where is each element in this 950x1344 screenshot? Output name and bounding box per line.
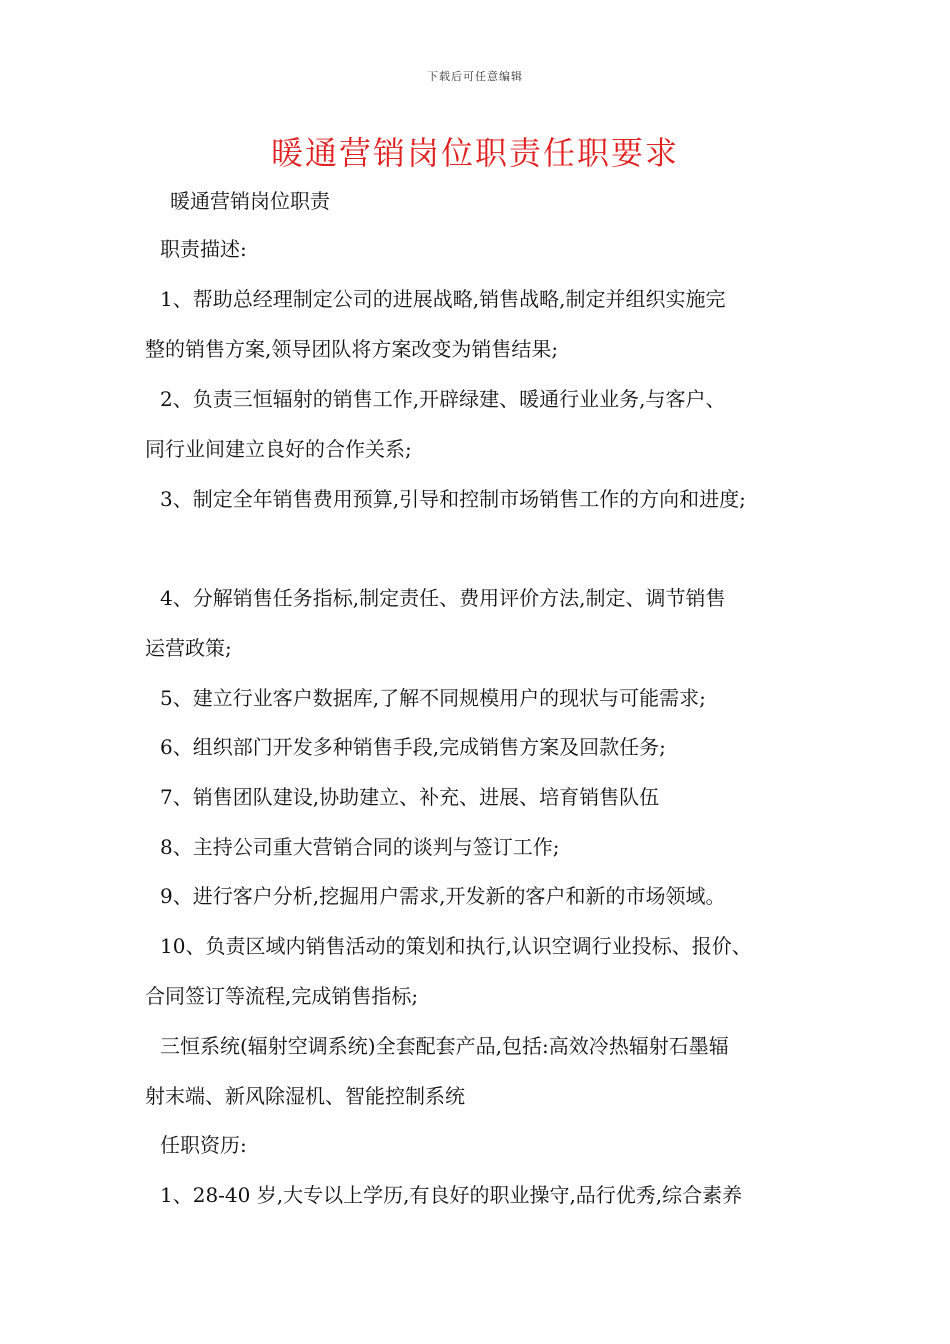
duty-item-2-line-2: 同行业间建立良好的合作关系; — [145, 437, 412, 461]
duty-item-10-line-1: 10、负责区域内销售活动的策划和执行,认识空调行业投标、报价、 — [160, 934, 752, 958]
duty-item-5: 5、建立行业客户数据库,了解不同规模用户的现状与可能需求; — [160, 686, 706, 710]
header-note: 下载后可任意编辑 — [427, 70, 523, 83]
product-note-line-1: 三恒系统(辐射空调系统)全套配套产品,包括:高效冷热辐射石墨辐 — [160, 1034, 729, 1058]
duty-item-4-line-2: 运营政策; — [145, 636, 232, 660]
duty-item-7: 7、销售团队建设,协助建立、补充、进展、培育销售队伍 — [160, 785, 660, 809]
duty-item-9: 9、进行客户分析,挖掘用户需求,开发新的客户和新的市场领域。 — [160, 884, 726, 908]
document-title: 暖通营销岗位职责任职要求 — [270, 134, 679, 172]
duty-item-4-line-1: 4、分解销售任务指标,制定责任、费用评价方法,制定、调节销售 — [160, 586, 726, 610]
duty-item-10-line-2: 合同签订等流程,完成销售指标; — [145, 984, 419, 1008]
duty-item-6: 6、组织部门开发多种销售手段,完成销售方案及回款任务; — [160, 735, 666, 759]
duty-item-3: 3、制定全年销售费用预算,引导和控制市场销售工作的方向和进度; — [160, 487, 746, 511]
duty-item-1-line-1: 1、帮助总经理制定公司的进展战略,销售战略,制定并组织实施完 — [160, 287, 726, 311]
subsection-heading: 职责描述: — [160, 237, 247, 261]
product-note-line-2: 射末端、新风除湿机、智能控制系统 — [145, 1084, 465, 1108]
duty-item-1-line-2: 整的销售方案,领导团队将方案改变为销售结果; — [145, 337, 559, 361]
section-heading: 暖通营销岗位职责 — [170, 189, 330, 213]
duty-item-8: 8、主持公司重大营销合同的谈判与签订工作; — [160, 835, 560, 859]
duty-item-2-line-1: 2、负责三恒辐射的销售工作,开辟绿建、暖通行业业务,与客户、 — [160, 387, 726, 411]
qualification-item-1: 1、28-40 岁,大专以上学历,有良好的职业操守,品行优秀,综合素养 — [160, 1183, 743, 1207]
qualifications-heading: 任职资历: — [160, 1133, 247, 1157]
